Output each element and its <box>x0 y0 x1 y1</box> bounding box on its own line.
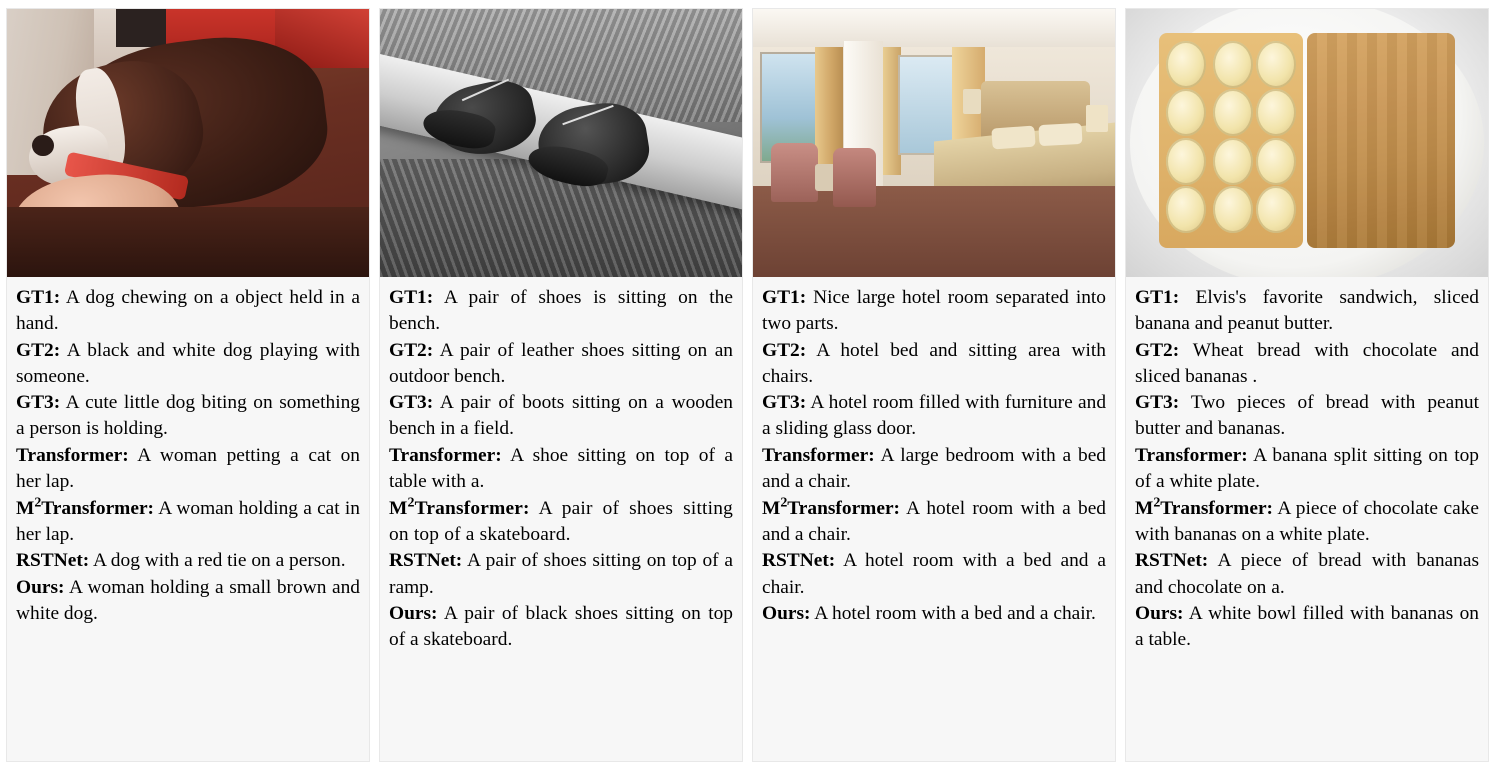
caption-label: Transformer: <box>1135 445 1248 467</box>
caption-label: GT2: <box>16 339 61 361</box>
caption-label: Transformer: <box>762 445 875 467</box>
caption-m2transformer <box>762 496 1106 548</box>
caption-transformer <box>762 443 1106 495</box>
caption-label: Ours: <box>762 603 811 625</box>
caption-text: A woman holding a small brown and white dog. <box>16 577 361 625</box>
caption-label: GT3: <box>762 392 807 414</box>
example-column-1 <box>6 8 370 762</box>
caption-list-3 <box>753 277 1115 634</box>
caption-label: GT3: <box>389 392 434 414</box>
caption-text: A hotel room with a bed and a chair. <box>762 497 1106 545</box>
caption-text: A dog with a red tie on a person. <box>93 550 346 572</box>
caption-label: GT1: <box>16 287 61 308</box>
caption-rstnet <box>16 548 360 574</box>
caption-gt3 <box>16 390 360 442</box>
caption-m2transformer <box>1135 496 1479 548</box>
caption-text: A hotel room filled with furniture and a sliding glass door. <box>762 392 1107 440</box>
caption-gt1 <box>389 285 733 337</box>
caption-label: GT1: <box>1135 287 1180 308</box>
caption-label: $M^2Transformer$: <box>762 495 901 519</box>
caption-text: Elvis's favorite sandwich, sliced banana and peanut butter. <box>1135 287 1479 335</box>
caption-rstnet <box>389 548 733 600</box>
caption-transformer <box>1135 443 1479 495</box>
caption-label: GT2: <box>389 339 434 361</box>
caption-label: RSTNet: <box>16 550 90 572</box>
caption-rstnet <box>762 548 1106 600</box>
caption-text: A cute little dog biting on something a person is holding. <box>16 392 361 440</box>
caption-text: A pair of shoes is sitting on the bench. <box>389 287 733 335</box>
caption-gt2 <box>762 338 1106 390</box>
caption-ours <box>762 601 1106 627</box>
caption-text: A woman petting a cat on her lap. <box>16 445 360 493</box>
caption-gt1 <box>762 285 1106 337</box>
caption-label: GT3: <box>1135 392 1180 414</box>
caption-label: GT1: <box>389 287 434 308</box>
caption-transformer <box>389 443 733 495</box>
banana-peanut-butter-toast-image <box>1126 9 1488 277</box>
caption-m2transformer <box>389 496 733 548</box>
caption-gt2 <box>1135 338 1479 390</box>
caption-gt3 <box>1135 390 1479 442</box>
caption-m2transformer <box>16 496 360 548</box>
caption-list-4 <box>1126 277 1488 660</box>
caption-text: A banana split sitting on top of a white plate. <box>1135 445 1479 493</box>
caption-text: A dog chewing on a object held in a hand. <box>16 287 360 335</box>
caption-label: GT2: <box>762 339 807 361</box>
caption-text: A woman holding a cat in her lap. <box>16 497 361 545</box>
dog-chewing-image <box>7 9 369 277</box>
caption-text: A black and white dog playing with someone. <box>16 339 360 387</box>
caption-text: A shoe sitting on top of a table with a. <box>389 445 734 493</box>
hotel-room-image <box>753 9 1115 277</box>
caption-text: A white bowl filled with bananas on a table. <box>1135 603 1479 651</box>
caption-label: GT1: <box>762 287 807 308</box>
caption-label: $M^2Transformer$: <box>1135 495 1274 519</box>
example-column-2 <box>379 8 743 762</box>
caption-label: Ours: <box>389 603 438 625</box>
caption-text: A pair of boots sitting on a wooden bench in a field. <box>389 392 733 440</box>
caption-label: $M^2Transformer$: <box>389 495 530 519</box>
caption-text: A pair of shoes sitting on top of a ramp. <box>389 550 733 598</box>
caption-text: Wheat bread with chocolate and sliced bananas . <box>1135 339 1479 387</box>
caption-text: A pair of leather shoes sitting on an outdoor bench. <box>389 339 733 387</box>
caption-label: RSTNet: <box>1135 550 1209 572</box>
caption-label: GT2: <box>1135 339 1180 361</box>
example-column-4 <box>1125 8 1489 762</box>
caption-list-2 <box>380 277 742 660</box>
caption-text: A piece of chocolate cake with bananas on a white plate. <box>1135 497 1479 545</box>
caption-gt2 <box>389 338 733 390</box>
caption-label: Ours: <box>16 577 65 599</box>
caption-list-1 <box>7 277 369 634</box>
caption-text: A large bedroom with a bed and a chair. <box>762 445 1106 493</box>
caption-text: Nice large hotel room separated into two parts. <box>762 287 1106 335</box>
caption-label: $M^2Transformer$: <box>16 495 155 519</box>
caption-label: RSTNet: <box>389 550 463 572</box>
caption-text: Two pieces of bread with peanut butter and bananas. <box>1135 392 1480 440</box>
caption-ours <box>1135 601 1479 653</box>
caption-label: Ours: <box>1135 603 1184 625</box>
example-column-3 <box>752 8 1116 762</box>
caption-text: A hotel room with a bed and a chair. <box>814 603 1096 625</box>
caption-text: A piece of bread with bananas and chocolate on a. <box>1135 550 1480 598</box>
caption-gt1 <box>16 285 360 337</box>
caption-text: A pair of black shoes sitting on top of a skateboard. <box>389 603 733 651</box>
caption-rstnet <box>1135 548 1479 600</box>
caption-text: A pair of shoes sitting on top of a skateboard. <box>389 497 733 545</box>
caption-gt1 <box>1135 285 1479 337</box>
caption-gt3 <box>762 390 1106 442</box>
caption-label: RSTNet: <box>762 550 836 572</box>
caption-gt2 <box>16 338 360 390</box>
caption-transformer <box>16 443 360 495</box>
caption-gt3 <box>389 390 733 442</box>
shoes-on-bench-image <box>380 9 742 277</box>
caption-label: Transformer: <box>16 445 129 467</box>
caption-ours <box>16 575 360 627</box>
caption-ours <box>389 601 733 653</box>
caption-text: A hotel bed and sitting area with chairs. <box>762 339 1106 387</box>
caption-label: Transformer: <box>389 445 502 467</box>
caption-label: GT3: <box>16 392 61 414</box>
caption-text: A hotel room with a bed and a chair. <box>762 550 1107 598</box>
